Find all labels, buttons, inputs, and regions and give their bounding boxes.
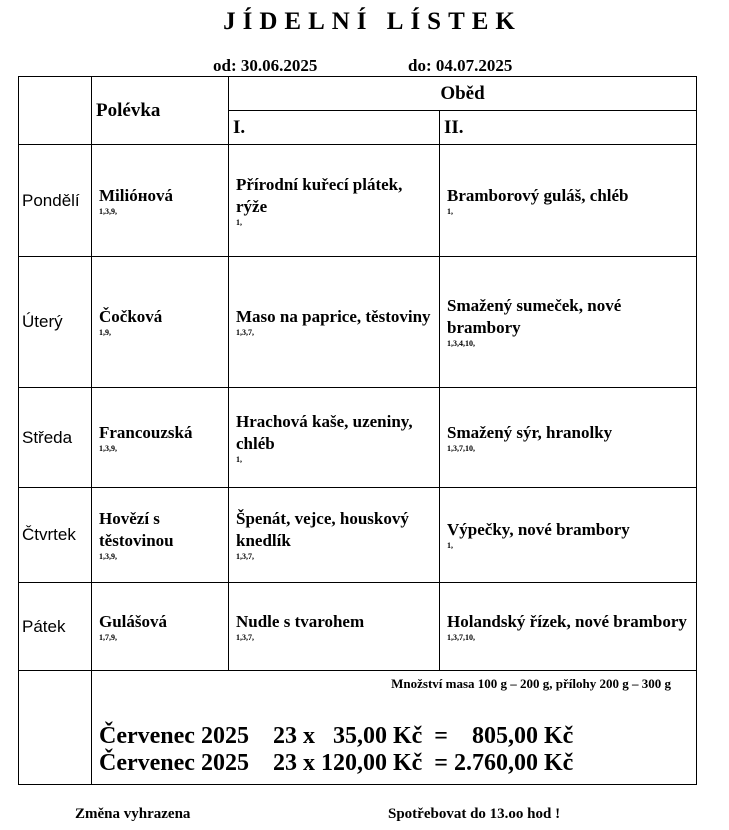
date-to: do: 04.07.2025: [408, 56, 513, 75]
date-from: od: 30.06.2025: [213, 56, 318, 75]
allergens: 1,3,9,: [99, 443, 117, 453]
soup-name: Milióнová: [99, 185, 174, 205]
option2-cell: [440, 257, 697, 388]
allergens: 1,3,7,10,: [447, 632, 475, 642]
dish-name: Hrachová kaše, uzeniny, chléb: [236, 411, 413, 453]
option1-cell: [229, 388, 440, 488]
portion-note: Množství masa 100 g – 200 g, přílohy 200 g – 300 g: [391, 676, 672, 691]
price-cell: [92, 671, 697, 785]
menu-title: JÍDELNÍ LÍSTEK: [223, 8, 522, 35]
day-label: Čtvrtek: [19, 488, 92, 583]
dish-name: Výpečky, nové brambory: [447, 520, 630, 539]
allergens: 1,3,7,10,: [447, 443, 475, 453]
option2-cell: [440, 145, 697, 257]
allergens: 1,9,: [99, 328, 111, 337]
option1-cell: [229, 257, 440, 388]
table-row: [19, 583, 697, 671]
dish-name: Nudle s tvarohem: [236, 611, 365, 631]
option1-cell: [229, 583, 440, 671]
soup-cell: [92, 488, 229, 583]
footer-empty-cell: [19, 671, 92, 785]
allergens: 1,3,7,: [236, 328, 254, 337]
header-option-2: II.: [440, 111, 697, 145]
allergens: 1,: [447, 541, 453, 550]
option2-cell: [440, 583, 697, 671]
day-label: Pondělí: [19, 145, 92, 257]
allergens: 1,7,9,: [99, 632, 117, 642]
dish-name: Smažený sumeček, nové brambory: [447, 296, 622, 337]
table-row: [19, 488, 697, 583]
day-label: Úterý: [19, 257, 92, 388]
change-reserved-note: Změna vyhrazena: [75, 806, 191, 822]
corner-cell: [19, 77, 92, 145]
price-line: Červenec 2025 23 x 120,00 Kč = 2.760,00 Kč: [99, 750, 574, 776]
soup-cell: [92, 145, 229, 257]
soup-cell: [92, 257, 229, 388]
day-label: Pátek: [19, 583, 92, 671]
header-soup: Polévka: [92, 77, 229, 145]
option2-cell: [440, 488, 697, 583]
dish-name: Holandský řízek, nové brambory: [447, 611, 687, 631]
header-option-1: I.: [229, 111, 440, 145]
table-row: [19, 257, 697, 388]
allergens: 1,3,7,: [236, 552, 254, 561]
dish-name: Bramborový guláš, chléb: [447, 185, 629, 205]
price-summary: [92, 723, 696, 777]
soup-name: Hovězí s těstovinou: [99, 509, 174, 550]
allergens: 1,3,9,: [99, 552, 117, 561]
header-lunch: Oběd: [229, 77, 697, 111]
soup-cell: [92, 388, 229, 488]
price-line: Červenec 2025 23 x 35,00 Kč = 805,00 Kč: [99, 723, 574, 749]
table-row: [19, 388, 697, 488]
day-label: Středa: [19, 388, 92, 488]
soup-name: Gulášová: [99, 611, 168, 631]
option1-cell: [229, 488, 440, 583]
allergens: 1,: [447, 206, 453, 216]
dish-name: Smažený sýr, hranolky: [447, 422, 613, 442]
soup-name: Čočková: [99, 307, 163, 326]
option1-cell: [229, 145, 440, 257]
allergens: 1,3,4,10,: [447, 339, 475, 348]
menu-table: [18, 76, 697, 785]
allergens: 1,3,9,: [99, 206, 117, 216]
dish-name: Přírodní kuřecí plátek, rýže: [236, 174, 403, 216]
table-row: [19, 145, 697, 257]
allergens: 1,: [236, 217, 242, 227]
consume-by-note: Spotřebovat do 13.oo hod !: [388, 806, 561, 822]
soup-cell: [92, 583, 229, 671]
allergens: 1,3,7,: [236, 632, 254, 642]
dish-name: Špenát, vejce, houskový knedlík: [236, 509, 409, 550]
dish-name: Maso na paprice, těstoviny: [236, 307, 431, 326]
option2-cell: [440, 388, 697, 488]
soup-name: Francouzská: [99, 422, 193, 442]
allergens: 1,: [236, 454, 242, 464]
